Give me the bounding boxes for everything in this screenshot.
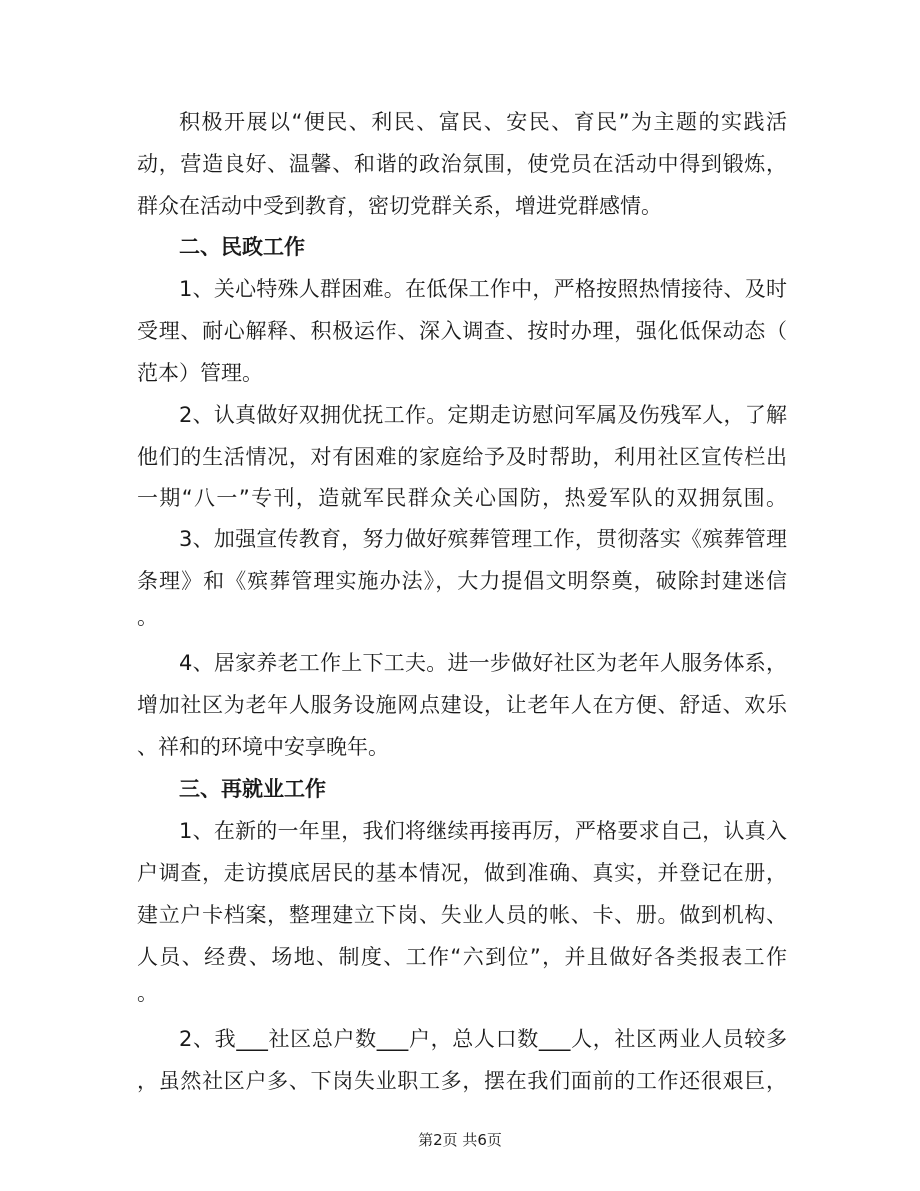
paragraph-line: 1、关心特殊人群困难。在低保工作中，严格按照热情接待、及时 [179, 277, 787, 301]
paragraph-line: 建立户卡档案，整理建立下岗、失业人员的帐、卡、册。做到机构、 [137, 903, 787, 927]
paragraph-line: 受理、耐心解释、积极运作、深入调查、按时办理，强化低保动态（ [137, 319, 787, 343]
paragraph-line: 他们的生活情况，对有困难的家庭给予及时帮助，利用社区宣传栏出 [137, 445, 787, 469]
paragraph-line: 。 [137, 981, 158, 1005]
paragraph-line: 积极开展以“便民、利民、富民、安民、育民”为主题的实践活 [179, 110, 787, 134]
paragraph-line: 2、我___社区总户数___户，总人口数___人，社区两业人员较多 [179, 1027, 787, 1051]
paragraph-line: 户调查，走访摸底居民的基本情况，做到准确、真实，并登记在册， [137, 861, 787, 885]
section-heading-civil-affairs: 二、民政工作 [179, 235, 305, 259]
paragraph-line: 4、居家养老工作上下工夫。进一步做好社区为老年人服务体系， [179, 651, 787, 675]
paragraph-line: 一期“八一”专刊，造就军民群众关心国防，热爱军队的双拥氛围。 [137, 486, 787, 510]
paragraph-line: 、祥和的环境中安享晚年。 [137, 735, 389, 759]
paragraph-line: 增加社区为老年人服务设施网点建设，让老年人在方便、舒适、欢乐 [137, 693, 787, 717]
paragraph-line: 动，营造良好、温馨、和谐的政治氛围，使党员在活动中得到锻炼， [137, 152, 787, 176]
page-number-footer: 第2页 共6页 [418, 1131, 502, 1149]
paragraph-line: 1、在新的一年里，我们将继续再接再厉，严格要求自己，认真入 [179, 819, 787, 843]
paragraph-line: 2、认真做好双拥优抚工作。定期走访慰问军属及伤残军人，了解 [179, 403, 787, 427]
paragraph-line: 人员、经费、场地、制度、工作“六到位”，并且做好各类报表工作 [137, 945, 787, 969]
paragraph-line: 3、加强宣传教育，努力做好殡葬管理工作，贯彻落实《殡葬管理 [179, 527, 787, 551]
paragraph-line: 群众在活动中受到教育，密切党群关系，增进党群感情。 [137, 194, 662, 218]
paragraph-line: 。 [137, 605, 158, 629]
paragraph-line: 条理》和《殡葬管理实施办法》，大力提倡文明祭奠，破除封建迷信 [137, 569, 787, 593]
paragraph-line: ，虽然社区户多、下岗失业职工多，摆在我们面前的工作还很艰巨， [137, 1069, 787, 1093]
paragraph-line: 范本）管理。 [137, 361, 263, 385]
section-heading-reemployment: 三、再就业工作 [179, 777, 326, 801]
